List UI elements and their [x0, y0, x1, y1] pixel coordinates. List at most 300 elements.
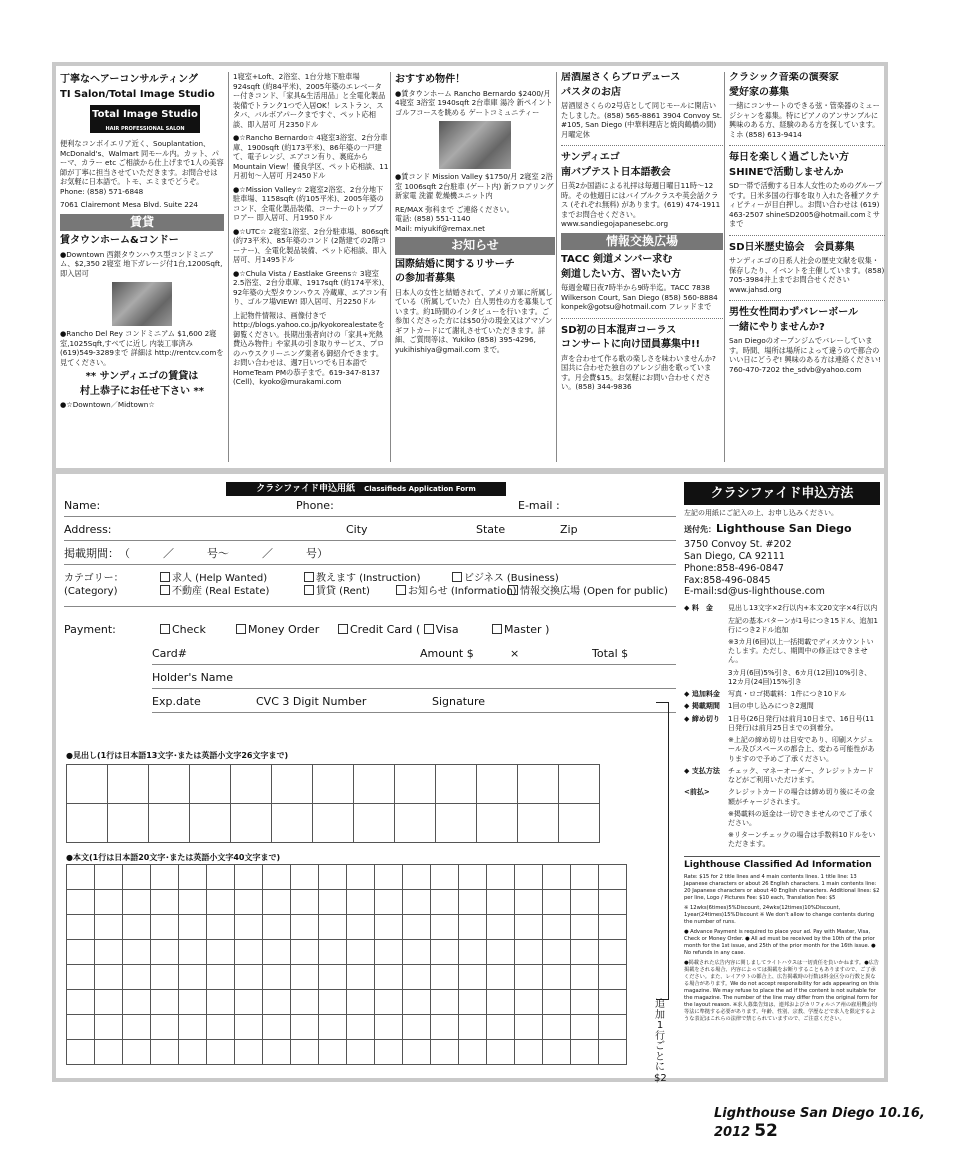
grid-cell[interactable] [431, 990, 459, 1015]
ad-email: Mail: miyukif@remax.net [395, 223, 485, 233]
amount-label: Amount $ [420, 647, 474, 660]
grid-cell[interactable] [431, 1040, 459, 1065]
grid-cell[interactable] [459, 915, 487, 940]
ad-body: 上記物件情報は、画像付きで http://blogs.yahoo.co.jp/kyokorealestateを御覧ください。長期出張者向けの「家具+光熱費込み物件」や家具の引き取りサービス、プロのハウスクリーニング業者も御紹介できます。お問い合わせは、週7日いつでも日本語で HomeTeam PMの恭子まで。619-347-8137 (Cell)、kyoko@murakami.com [233, 310, 385, 386]
divider [561, 145, 723, 146]
headline-grid[interactable] [66, 764, 600, 843]
grid-cell[interactable] [231, 804, 272, 843]
grid-cell[interactable] [571, 890, 599, 915]
grid-cell[interactable] [263, 1015, 291, 1040]
grid-cell[interactable] [149, 765, 190, 804]
ad-body: ●☆Chula Vista / Eastlake Greens☆ 3寝室2.5浴室、2台分車庫、1917sqft (約174平米)、92年築の大型タウンハウス 冷蔵庫、エアコン有り、ゴルフ場VIEW! 即入居可、月2250ドル [233, 268, 389, 306]
checkbox[interactable] [396, 585, 406, 595]
ad-body: ●Downtown 西銀タウンハウス型コンドミニアム、$2,350 2寝室 地下ガレージ付1台,1200Sqft,即入居可 [60, 249, 223, 278]
ad-title: 男性女性問わずバレーボール [729, 307, 858, 318]
grid-cell[interactable] [487, 890, 515, 915]
grid-cell[interactable] [431, 865, 459, 890]
section-bar-notice: お知らせ [395, 237, 555, 255]
grid-cell[interactable] [599, 865, 627, 890]
ad-column-3 [390, 72, 555, 462]
grid-cell[interactable] [599, 915, 627, 940]
ad-title: 一緒にやりませんか? [729, 321, 825, 333]
holder-name-label: Holder's Name [152, 671, 234, 684]
grid-cell[interactable] [459, 990, 487, 1015]
grid-cell[interactable] [347, 890, 375, 915]
ad-address: 7061 Clairemont Mesa Blvd. Suite 224 [60, 200, 198, 209]
checkbox[interactable] [338, 624, 348, 634]
grid-cell[interactable] [403, 890, 431, 915]
grid-cell[interactable] [123, 940, 151, 965]
grid-cell[interactable] [123, 990, 151, 1015]
grid-cell[interactable] [571, 1015, 599, 1040]
grid-cell[interactable] [179, 915, 207, 940]
ad-title: の参加者募集 [395, 273, 455, 285]
divider [729, 300, 885, 301]
grid-cell[interactable] [207, 940, 235, 965]
grid-cell[interactable] [515, 990, 543, 1015]
grid-cell[interactable] [459, 965, 487, 990]
page-frame [52, 62, 888, 1082]
grid-cell[interactable] [179, 890, 207, 915]
grid-cell[interactable] [431, 890, 459, 915]
prepay-info: <前払> クレジットカードの場合は締め切り後にその金額がチャージされます。 [684, 788, 875, 806]
grid-cell[interactable] [543, 890, 571, 915]
fee-detail: 左記の基本パターンが1号につき15ドル、追加1行につき2ドル追加 [728, 616, 878, 634]
grid-cell[interactable] [599, 990, 627, 1015]
grid-cell[interactable] [319, 940, 347, 965]
grid-cell[interactable] [487, 915, 515, 940]
grid-cell[interactable] [319, 915, 347, 940]
grid-cell[interactable] [347, 1040, 375, 1065]
grid-cell[interactable] [487, 865, 515, 890]
property-photo [439, 121, 511, 169]
grid-cell[interactable] [291, 940, 319, 965]
grid-cell[interactable] [151, 915, 179, 940]
grid-cell[interactable] [375, 890, 403, 915]
ad-title: ** サンディエゴの賃貸は [85, 371, 199, 383]
grid-cell[interactable] [403, 865, 431, 890]
holder-row[interactable] [152, 668, 676, 689]
grid-cell[interactable] [477, 765, 518, 804]
times-sign: × [510, 647, 520, 660]
salon-logo: Total Image Studio HAIR PROFESSIONAL SALON [90, 105, 200, 133]
category-option[interactable]: ビジネス (Business) [452, 572, 559, 585]
grid-cell[interactable] [319, 865, 347, 890]
body-grid[interactable] [66, 864, 627, 1065]
ad-title: おすすめ物件！ [395, 74, 466, 85]
grid-cell[interactable] [291, 915, 319, 940]
grid-cell[interactable] [67, 940, 95, 965]
grid-cell[interactable] [319, 990, 347, 1015]
grid-cell[interactable] [319, 965, 347, 990]
grid-cell[interactable] [347, 990, 375, 1015]
grid-cell[interactable] [123, 890, 151, 915]
cvc-label: CVC 3 Digit Number [256, 695, 367, 708]
grid-cell[interactable] [543, 865, 571, 890]
category-option[interactable]: お知らせ (Information) [396, 585, 517, 598]
grid-cell[interactable] [108, 765, 149, 804]
grid-cell[interactable] [263, 865, 291, 890]
grid-cell[interactable] [347, 1015, 375, 1040]
option-fee-info: ◆ 追加料金 写真・ロゴ掲載料：1件につき10ドル [684, 690, 847, 699]
grid-cell[interactable] [95, 940, 123, 965]
grid-cell[interactable] [395, 765, 436, 804]
ad-title: SD初の日本混声コーラス [561, 324, 677, 336]
grid-cell[interactable] [263, 940, 291, 965]
grid-cell[interactable] [515, 1015, 543, 1040]
grid-cell[interactable] [95, 965, 123, 990]
grid-cell[interactable] [403, 1040, 431, 1065]
ad-body: ●賃タウンホーム Rancho Bernardo $2400/月 4寝室 3浴室 1940sqft 2台車庫 湯冷 新ペイント ゴルフコースを眺める ゲートコミュニティー [395, 88, 553, 117]
grid-cell[interactable] [543, 915, 571, 940]
grid-cell[interactable] [95, 865, 123, 890]
grid-cell[interactable] [67, 915, 95, 940]
grid-cell[interactable] [599, 1040, 627, 1065]
grid-cell[interactable] [599, 1015, 627, 1040]
ad-title: 丁寧なヘアーコンサルティング [60, 74, 198, 85]
grid-cell[interactable] [95, 890, 123, 915]
grid-cell[interactable] [207, 965, 235, 990]
grid-cell[interactable] [347, 940, 375, 965]
publication-date: Lighthouse San Diego 10.16, 2012 [714, 1106, 925, 1140]
section-bar-exchange: 情報交換広場 [561, 233, 723, 251]
money-order-option[interactable]: Money Order [236, 620, 319, 640]
ad-body: 日本人の女性と結婚されて、アメリカ軍に所属している（所属していた）白人男性の方を募集しています。約1時間のインタビューを行います。ご参加くださった方には$50分の現金又はアマゾンギフトカードにて謝礼させていただきます。詳細、ご質問等は、Yukiko (858) 395-4296, yukihishiya@gmail.com まで。 [395, 287, 554, 354]
ad-phone: 電話: (858) 551-1140 [395, 214, 471, 223]
grid-cell[interactable] [291, 990, 319, 1015]
grid-cell[interactable] [151, 965, 179, 990]
grid-cell[interactable] [207, 1040, 235, 1065]
grid-cell[interactable] [263, 1040, 291, 1065]
total-label: Total $ [592, 647, 629, 660]
section-bar-rent: 賃貸 [60, 214, 224, 232]
grid-cell[interactable] [95, 1040, 123, 1065]
ad-title: サンディエゴ [561, 152, 620, 163]
grid-cell[interactable] [431, 965, 459, 990]
grid-cell[interactable] [291, 965, 319, 990]
grid-cell[interactable] [515, 915, 543, 940]
grid-cell[interactable] [67, 765, 108, 804]
grid-cell[interactable] [123, 965, 151, 990]
grid-cell[interactable] [67, 990, 95, 1015]
send-to: 送付先：Lighthouse San Diego [684, 522, 852, 536]
ad-body: RE/MAX 弥科まで ご連絡ください。 [395, 204, 514, 214]
ad-body: ●☆UTC☆ 2寝室1浴室、2台分駐車場、806sqft (約73平米)、85年築のコンド (2階建ての2階コーナー)、全電化製品装備、ペット応相談、即入居可、月1495ドル [233, 226, 389, 264]
checkbox[interactable] [304, 585, 314, 595]
ad-title: 毎日を楽しく過ごしたい方 [729, 152, 849, 163]
grid-cell[interactable] [179, 940, 207, 965]
grid-cell[interactable] [235, 940, 263, 965]
grid-cell[interactable] [354, 804, 395, 843]
grid-cell[interactable] [543, 965, 571, 990]
grid-cell[interactable] [347, 915, 375, 940]
grid-cell[interactable] [436, 804, 477, 843]
grid-cell[interactable] [559, 765, 600, 804]
grid-cell[interactable] [375, 1040, 403, 1065]
category-label: カテゴリー： (Category) [64, 573, 124, 597]
email-label: E-mail : [518, 499, 560, 512]
checkbox[interactable] [160, 572, 170, 582]
grid-cell[interactable] [231, 765, 272, 804]
instructions-header: クラシファイド申込方法 [684, 482, 880, 505]
checkbox[interactable] [508, 585, 518, 595]
grid-cell[interactable] [108, 804, 149, 843]
grid-cell[interactable] [403, 1015, 431, 1040]
grid-cell[interactable] [291, 1040, 319, 1065]
grid-cell[interactable] [67, 804, 108, 843]
english-info-title: Lighthouse Classified Ad Information [684, 856, 880, 872]
page-number: 52 [754, 1121, 778, 1141]
grid-cell[interactable] [263, 965, 291, 990]
ad-title: パスタのお店 [561, 86, 621, 98]
grid-cell[interactable] [95, 990, 123, 1015]
ad-body: 居酒屋さくらの2号店として同じモールに開店いたしました。(858) 565-8861 3904 Convoy St. #105, San Diego (中華料理店と焼肉鶴橋の間) 月曜定休 [561, 101, 723, 139]
category-option[interactable]: 教えます (Instruction) [304, 572, 421, 585]
grid-cell[interactable] [375, 965, 403, 990]
grid-cell[interactable] [543, 940, 571, 965]
grid-cell[interactable] [207, 990, 235, 1015]
checkbox[interactable] [160, 585, 170, 595]
grid-cell[interactable] [487, 990, 515, 1015]
checkbox[interactable] [160, 624, 170, 634]
grid-cell[interactable] [190, 804, 231, 843]
zip-label: Zip [560, 523, 578, 536]
grid-cell[interactable] [190, 765, 231, 804]
grid-cell[interactable] [403, 940, 431, 965]
grid-cell[interactable] [518, 765, 559, 804]
card-number-label: Card# [152, 647, 187, 660]
grid-cell[interactable] [179, 1015, 207, 1040]
address-row[interactable] [64, 520, 676, 541]
grid-cell[interactable] [518, 804, 559, 843]
grid-cell[interactable] [571, 1040, 599, 1065]
grid-cell[interactable] [291, 1015, 319, 1040]
grid-cell[interactable] [375, 940, 403, 965]
grid-cell[interactable] [235, 890, 263, 915]
grid-cell[interactable] [487, 1040, 515, 1065]
phone-label: Phone: [296, 499, 334, 512]
application-instructions [684, 482, 880, 1074]
grid-cell[interactable] [403, 990, 431, 1015]
grid-cell[interactable] [515, 965, 543, 990]
grid-cell[interactable] [487, 965, 515, 990]
category-option[interactable]: 賃貸 (Rent) [304, 585, 370, 598]
grid-cell[interactable] [291, 865, 319, 890]
card-row[interactable] [152, 644, 676, 665]
grid-cell[interactable] [431, 1015, 459, 1040]
grid-cell[interactable] [235, 865, 263, 890]
grid-cell[interactable] [235, 1015, 263, 1040]
grid-cell[interactable] [477, 804, 518, 843]
category-option[interactable]: 求人 (Help Wanted) [160, 572, 267, 585]
exp-date-label: Exp.date [152, 695, 201, 708]
fee-detail: 3カ月(6回)5%引き、6カ月(12回)10%引き、12カ月(24回)15%引き [728, 668, 872, 686]
grid-cell[interactable] [235, 965, 263, 990]
grid-cell[interactable] [403, 915, 431, 940]
grid-cell[interactable] [543, 1040, 571, 1065]
grid-cell[interactable] [559, 804, 600, 843]
credit-card-option[interactable]: Credit Card [338, 620, 412, 640]
visa-option[interactable]: ( Visa [416, 623, 459, 636]
checkbox[interactable] [236, 624, 246, 634]
grid-cell[interactable] [319, 890, 347, 915]
deadline-note: ※上記の締め切りは目安であり、印刷スケジュール及びスペースの都合上、変わる可能性がありますので予めご了承ください。 [728, 736, 875, 763]
grid-cell[interactable] [151, 865, 179, 890]
body-grid-label: ●本文(1行は日本語20文字･または英語小文字40文字まで) [66, 853, 281, 862]
grid-cell[interactable] [263, 990, 291, 1015]
grid-cell[interactable] [179, 965, 207, 990]
category-option[interactable]: 情報交換広場 (Open for public) [508, 585, 668, 598]
grid-cell[interactable] [403, 965, 431, 990]
grid-cell[interactable] [123, 1015, 151, 1040]
grid-cell[interactable] [151, 1040, 179, 1065]
grid-cell[interactable] [272, 765, 313, 804]
grid-cell[interactable] [571, 915, 599, 940]
grid-cell[interactable] [207, 865, 235, 890]
grid-cell[interactable] [151, 1015, 179, 1040]
grid-cell[interactable] [571, 965, 599, 990]
grid-cell[interactable] [599, 965, 627, 990]
grid-cell[interactable] [67, 1015, 95, 1040]
grid-cell[interactable] [543, 990, 571, 1015]
grid-cell[interactable] [599, 940, 627, 965]
grid-cell[interactable] [459, 1040, 487, 1065]
grid-cell[interactable] [395, 804, 436, 843]
ad-body: ●☆Downtown／Midtown☆ [60, 400, 155, 410]
english-info: Rate: $15 for 2 title lines and 4 main contents lines. 1 title line: 13 Japanese characters or about 26 English characters. 1 main contents line: 20 Japanese characters or about 40 English characters. Additional lines: $2 per line, Logo / Pictures Fee: $10 each, Translation Fee: $5 [684, 873, 880, 901]
english-info: ● Advance Payment is required to place your ad. Pay with Master, Visa, Check or Money Order. ● All ad must be received by the 10th of the prior month for the 1st issue, and 25th of the prior month for the 16th issue. ● No refunds in any case. [684, 928, 876, 956]
grid-cell[interactable] [149, 804, 190, 843]
grid-cell[interactable] [179, 1040, 207, 1065]
expiry-row[interactable] [152, 692, 676, 713]
ad-body: ●Rancho Del Rey コンドミニアム $1,600 2寝室,1025Sqft,すべてに近し 内装工事済み (619)549-3289まで 詳細は http://rentcv.comを見てください。 [60, 329, 224, 367]
ad-column-5 [724, 72, 885, 462]
grid-cell[interactable] [515, 890, 543, 915]
ad-title: TI Salon/Total Image Studio [60, 88, 215, 100]
period-label: 掲載期間： （ ／ 号～ ／ 号） [64, 547, 328, 560]
grid-cell[interactable] [67, 965, 95, 990]
classified-ads-section [56, 66, 884, 468]
deadline-info: ◆ 締め切り 1日号(26日発行)は前月10日まで、16日号(11日発行)は前月25日までの到着分。 [684, 714, 875, 732]
disclaimer: ●掲載された広告内容に関しましてライトハウスは一切責任を負いかねます。●広告掲載をされる場合、内容によっては掲載をお断りすることもありますので、ご了承ください。また、レイアウトの都合上、広告掲載時の行数は料金区分の行数と異なる場合があります。We do not accept responsibility for ads appearing on this magazine. We may refuse to place the ad if the content is not suitable for the magazine. The number of the line may differ from the original form for the layout reason. ※求人募集告知は、連邦およびカリフォルニア州の雇用機会均等法に準拠する必要があります。年齢、性別、宗教、学歴などで求人を限定するような表記はこれらの法律で禁じられていますので、ご注意ください。 [684, 959, 879, 1022]
grid-cell[interactable] [436, 765, 477, 804]
grid-cell[interactable] [571, 940, 599, 965]
grid-cell[interactable] [272, 804, 313, 843]
grid-cell[interactable] [291, 890, 319, 915]
grid-cell[interactable] [123, 865, 151, 890]
grid-cell[interactable] [235, 915, 263, 940]
grid-cell[interactable] [235, 1040, 263, 1065]
ad-title: SHINEで活動しませんか [729, 166, 844, 178]
grid-cell[interactable] [459, 865, 487, 890]
grid-cell[interactable] [151, 990, 179, 1015]
grid-cell[interactable] [95, 915, 123, 940]
checkbox[interactable] [424, 624, 434, 634]
grid-cell[interactable] [431, 915, 459, 940]
ad-title: TACC 剣道メンバー求む [561, 254, 673, 266]
master-option[interactable]: Master ) [492, 620, 549, 640]
period-row[interactable] [64, 544, 676, 565]
grid-cell[interactable] [151, 890, 179, 915]
ad-title: 賃タウンホーム&コンドー [60, 235, 179, 247]
grid-cell[interactable] [313, 765, 354, 804]
grid-cell[interactable] [207, 890, 235, 915]
headline-grid-label: ●見出し(1行は日本語13文字･または英語小文字26文字まで) [66, 751, 289, 760]
grid-cell[interactable] [459, 940, 487, 965]
ad-body: ●☆Mission Valley☆ 2寝室2浴室、2台分地下駐車場、1158sqft (約105平米)、2005年築のコンド、全電化製品装備、コーナーのトッププロアー 即入居可、月1950ドル [233, 184, 384, 222]
fee-detail: ※3カ月(6回)以上一括掲載でディスカウントいたします。ただし、期間中の修正はできません。 [728, 637, 874, 665]
grid-cell[interactable] [263, 915, 291, 940]
grid-cell[interactable] [123, 915, 151, 940]
ad-title: 居酒屋さくらプロデュース [561, 72, 681, 83]
grid-cell[interactable] [459, 890, 487, 915]
grid-cell[interactable] [543, 1015, 571, 1040]
grid-cell[interactable] [319, 1040, 347, 1065]
city-label: City [346, 523, 368, 536]
ad-title: 愛好家の募集 [729, 86, 789, 98]
grid-cell[interactable] [515, 1040, 543, 1065]
fee-info: ◆ 料 金 見出し13文字×2行以内+本文20文字×4行以内 [684, 604, 878, 613]
contact-block: 3750 Convoy St. #202 San Diego, CA 92111 Phone:858-496-0847 Fax:858-496-0845 E-mail:sd@us-lighthouse.com [684, 538, 825, 598]
grid-cell[interactable] [67, 890, 95, 915]
grid-cell[interactable] [354, 765, 395, 804]
ad-body: 便利なコンボイエリア近く、Souplantation、McDonald's、Walmart 同モール内。カット、パーマ、カラー etc ご相談から仕上げまで1人の美容師が丁寧に担当させていただきます。お問合せはお気軽に日本語で。トモ、エミまでどうぞ。Phone: (858) 571-6848 [60, 139, 224, 196]
grid-cell[interactable] [515, 940, 543, 965]
grid-cell[interactable] [375, 990, 403, 1015]
ad-body: 1寝室+Loft、2浴室、1台分地下駐車場 924sqft (約84平米)、2005年築のエレベーター付きコンド、「家具&生活用品」と全電化製品装備でトランク1つで入居OK！レストラン、スタバ、バルボアパークまですぐ、ペット応相談、即入居可 月2350ドル [233, 72, 386, 129]
ad-body: 一緒にコンサートのできる弦・管楽器のミュージシャンを募集。特にピアノのアンサンブルに興味のある方、経験のある方を探しています。ミホ (858) 613-9414 [729, 101, 880, 139]
grid-cell[interactable] [571, 865, 599, 890]
grid-cell[interactable] [67, 1040, 95, 1065]
divider [561, 318, 723, 319]
grid-cell[interactable] [375, 915, 403, 940]
grid-cell[interactable] [263, 890, 291, 915]
grid-cell[interactable] [67, 865, 95, 890]
checkbox[interactable] [452, 572, 462, 582]
checkbox[interactable] [492, 624, 502, 634]
grid-cell[interactable] [179, 990, 207, 1015]
grid-cell[interactable] [459, 1015, 487, 1040]
payment-info: ◆ 支払方法 チェック、マネーオーダー、クレジットカードなどがご利用いただけます。 [684, 766, 874, 785]
grid-cell[interactable] [207, 915, 235, 940]
category-option[interactable]: 不動産 (Real Estate) [160, 585, 269, 598]
grid-cell[interactable] [599, 890, 627, 915]
grid-cell[interactable] [319, 1015, 347, 1040]
grid-cell[interactable] [487, 1015, 515, 1040]
application-form-section [56, 474, 884, 1078]
grid-cell[interactable] [313, 804, 354, 843]
grid-cell[interactable] [347, 865, 375, 890]
grid-cell[interactable] [207, 1015, 235, 1040]
grid-cell[interactable] [151, 940, 179, 965]
grid-cell[interactable] [431, 940, 459, 965]
name-row[interactable] [64, 496, 676, 517]
grid-cell[interactable] [95, 1015, 123, 1040]
check-option[interactable]: Check [160, 620, 206, 640]
grid-cell[interactable] [487, 940, 515, 965]
grid-cell[interactable] [235, 990, 263, 1015]
grid-cell[interactable] [515, 865, 543, 890]
grid-cell[interactable] [375, 865, 403, 890]
checkbox[interactable] [304, 572, 314, 582]
grid-cell[interactable] [375, 1015, 403, 1040]
ad-body: SD一帯で活動する日本人女性のためのグループです。日米多国の行事を取り入れた各種アクティビティーが目白押し。お問い合わせは (619) 463-2507 shineSD2005@hotmail.comミサまで [729, 181, 883, 228]
grid-cell[interactable] [123, 1040, 151, 1065]
grid-cell[interactable] [347, 965, 375, 990]
extra-line-note: 追加1行ごとに$2 [654, 999, 667, 1084]
grid-cell[interactable] [179, 865, 207, 890]
grid-cell[interactable] [571, 990, 599, 1015]
